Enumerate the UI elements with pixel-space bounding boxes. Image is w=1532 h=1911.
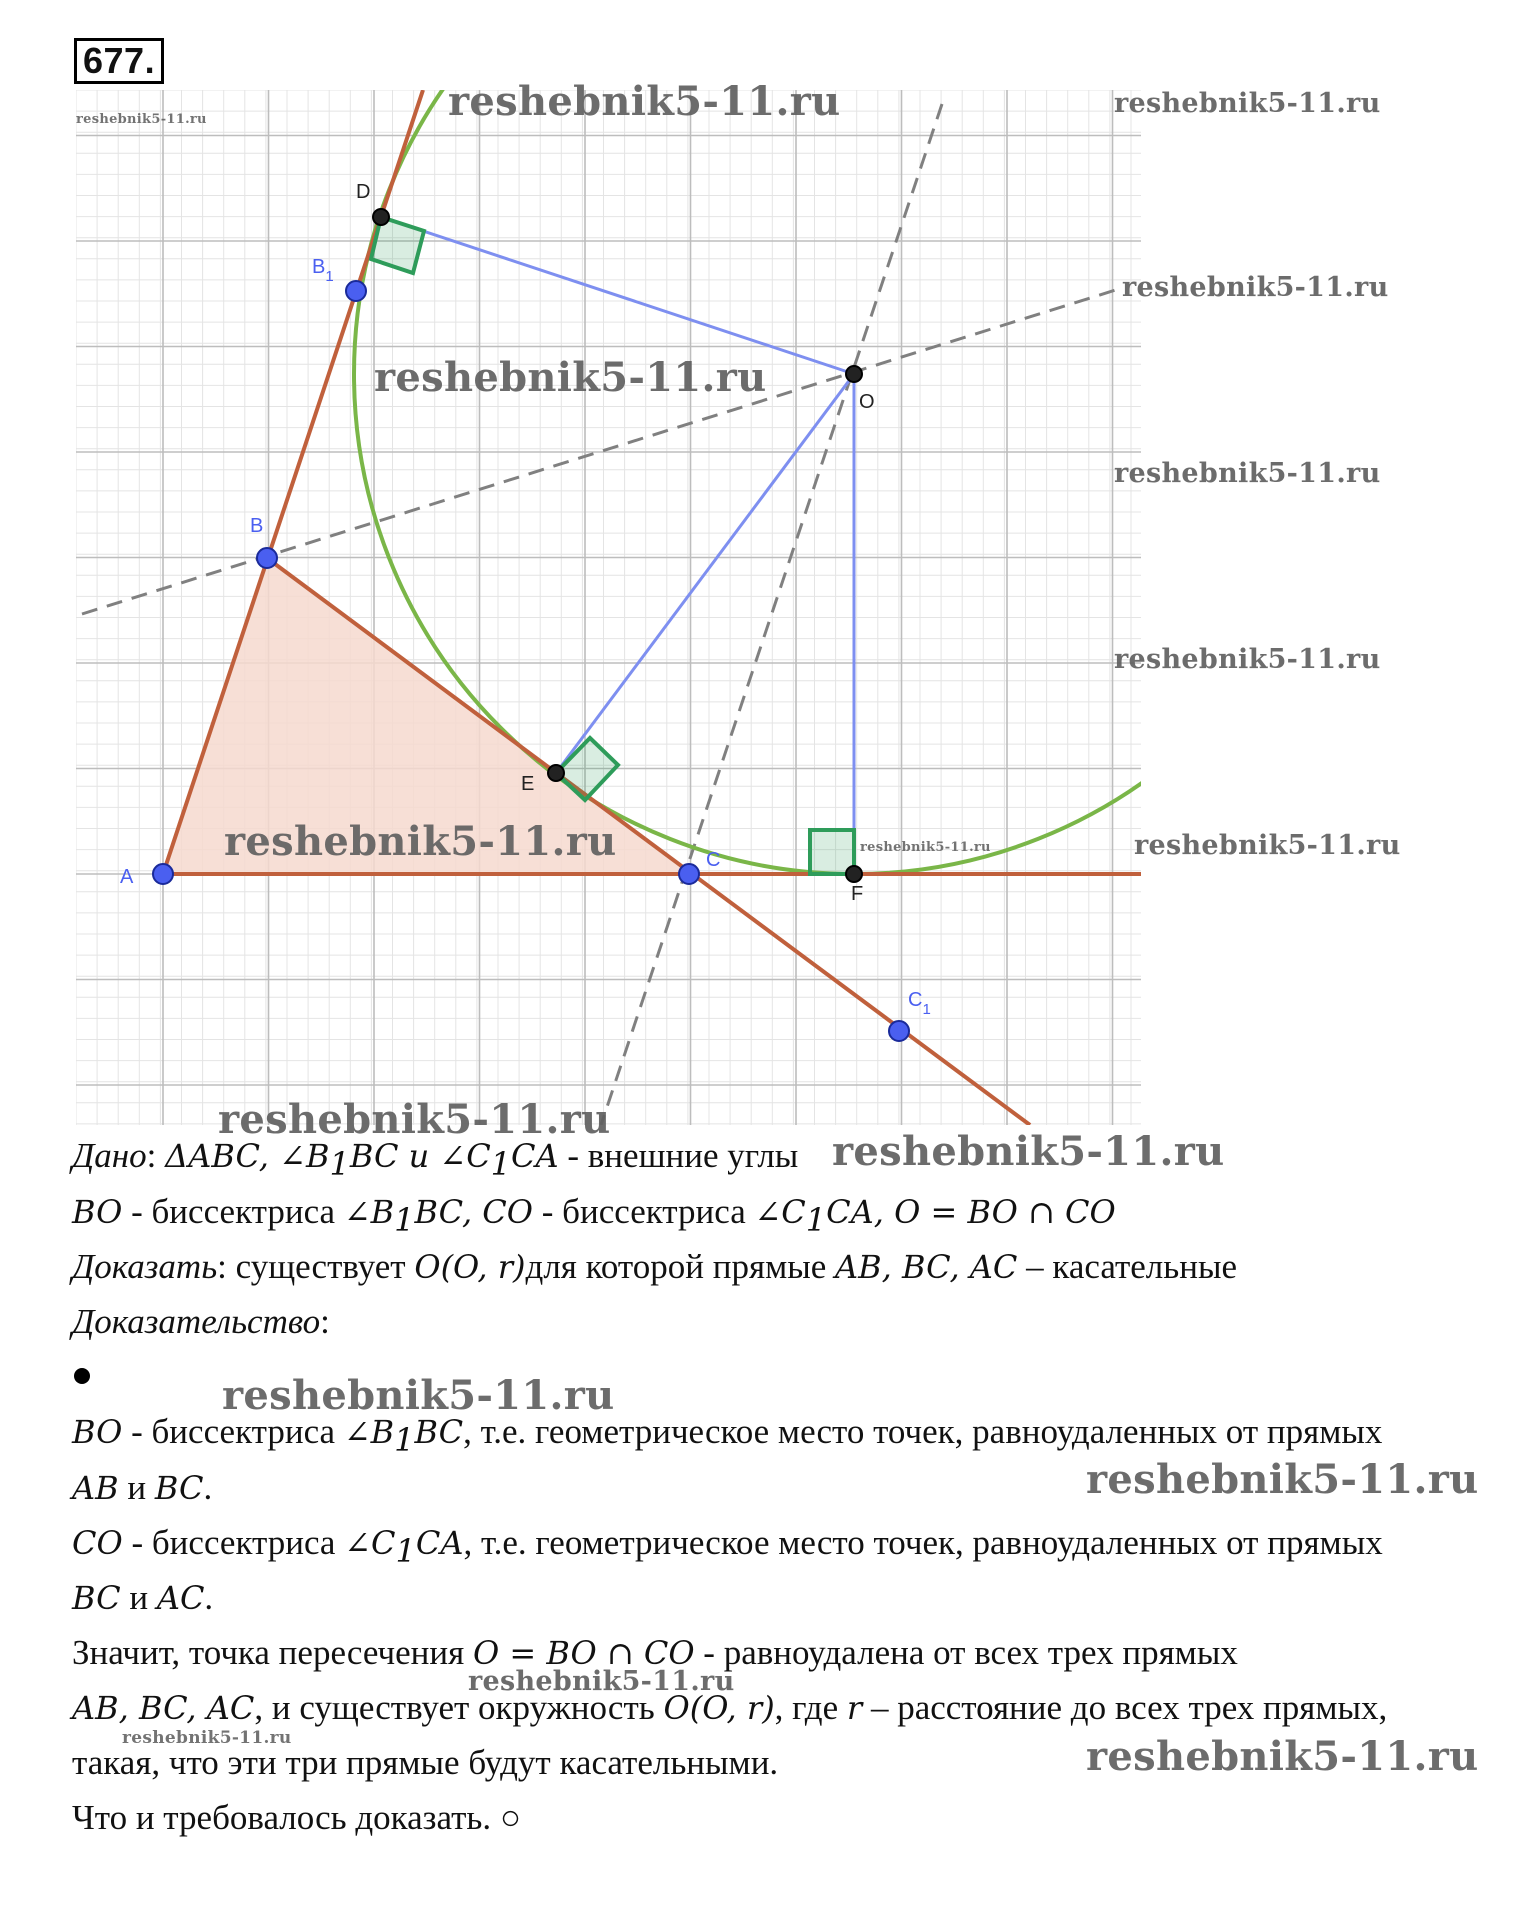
- math: AC: [156, 1579, 205, 1617]
- math-sub: 1: [394, 1201, 415, 1239]
- math: BC, CO: [414, 1193, 534, 1231]
- watermark: reshebnik5-11.ru: [860, 840, 991, 855]
- watermark: reshebnik5-11.ru: [1114, 88, 1381, 119]
- watermark: reshebnik5-11.ru: [468, 1666, 735, 1697]
- label-f: F: [851, 883, 864, 905]
- watermark: reshebnik5-11.ru: [222, 1372, 615, 1419]
- label-c: C: [706, 849, 721, 871]
- watermark: reshebnik5-11.ru: [122, 1728, 292, 1748]
- proof-paragraph-1: [72, 1412, 1382, 1459]
- math: AB: [72, 1469, 119, 1507]
- math: ∠C: [344, 1524, 396, 1562]
- math-sub: 1: [805, 1201, 827, 1239]
- text: – касательные: [1017, 1247, 1238, 1286]
- text: .: [203, 1468, 213, 1507]
- given-tail: - внешние углы: [558, 1136, 799, 1175]
- math: AB, BC, AC: [835, 1248, 1018, 1286]
- proof-paragraph-1-cont: [72, 1468, 212, 1508]
- text: .: [204, 1578, 214, 1617]
- label-e: E: [521, 773, 535, 795]
- proof-paragraph-3: [72, 1633, 1238, 1673]
- grid: [76, 90, 1141, 1125]
- given-math-2: BC и ∠C: [349, 1137, 491, 1175]
- math-bo: BO: [72, 1193, 123, 1231]
- label-b: B: [250, 515, 264, 537]
- math: BC: [154, 1469, 204, 1507]
- point-b: [257, 548, 277, 568]
- watermark: reshebnik5-11.ru: [1134, 830, 1401, 861]
- conclusion: [72, 1798, 521, 1838]
- watermark: reshebnik5-11.ru: [76, 112, 207, 127]
- text: Значит, точка пересечения: [72, 1633, 473, 1672]
- dashed-bisector-co: [601, 104, 942, 1125]
- text: - биссектриса: [533, 1192, 755, 1231]
- point-c: [679, 864, 699, 884]
- proof-paragraph-2-cont: [72, 1578, 213, 1618]
- point-d: [373, 209, 389, 225]
- math: BO: [72, 1413, 123, 1451]
- text: , и существует окружность: [254, 1688, 664, 1727]
- math-angle: ∠C: [754, 1193, 806, 1231]
- point-e: [548, 765, 564, 781]
- math: O(O, r): [414, 1248, 526, 1286]
- math-sub: 1: [395, 1532, 416, 1570]
- watermark: reshebnik5-11.ru: [224, 818, 617, 865]
- point-c1: [889, 1021, 909, 1041]
- prove-line: [72, 1247, 1237, 1287]
- text: и: [120, 1578, 157, 1617]
- math: O(O, r): [663, 1689, 775, 1727]
- math: BC: [414, 1413, 464, 1451]
- point-a: [153, 864, 173, 884]
- watermark: reshebnik5-11.ru: [1122, 272, 1389, 303]
- label-b1: $B_1$: [312, 256, 334, 285]
- proof-paragraph-3-cont: [72, 1688, 1387, 1728]
- watermark: reshebnik5-11.ru: [1086, 1733, 1479, 1780]
- text: - биссектриса: [122, 1192, 344, 1231]
- watermark: reshebnik5-11.ru: [1114, 458, 1381, 489]
- label-a: A: [120, 866, 134, 888]
- math: ∠B: [343, 1413, 395, 1451]
- given-line: Дано: ΔABC, $\angle B_1BC$ и $\angle C_1CA$ - внешние углы: [72, 1136, 799, 1183]
- segment-oe: [556, 374, 854, 773]
- watermark: reshebnik5-11.ru: [832, 1128, 1225, 1175]
- watermark: reshebnik5-11.ru: [218, 1096, 611, 1143]
- proof-paragraph-3-end: [72, 1743, 778, 1783]
- watermark: reshebnik5-11.ru: [374, 354, 767, 401]
- math: BC: [72, 1579, 121, 1617]
- math: r: [846, 1689, 863, 1727]
- proof-paragraph-2: [72, 1523, 1383, 1570]
- given-sub-2: 1: [490, 1145, 512, 1183]
- dashed-bisector-bo: [82, 288, 1122, 614]
- text: такая, что эти три прямые будут касательными.: [72, 1743, 779, 1782]
- right-angle-f: [810, 830, 854, 874]
- bisectors-line: [72, 1192, 1116, 1239]
- text: , где: [774, 1688, 847, 1727]
- given-label: Дано: [72, 1136, 147, 1175]
- math: CO: [72, 1524, 123, 1562]
- point-o: [846, 366, 862, 382]
- watermark: reshebnik5-11.ru: [1114, 644, 1381, 675]
- label-o: O: [859, 391, 875, 413]
- text: : существует: [217, 1247, 415, 1286]
- math: AB, BC, AC: [72, 1689, 255, 1727]
- label-c1: $C_1$: [908, 989, 931, 1018]
- point-f: [846, 866, 862, 882]
- proof-heading: Доказательство:: [72, 1302, 330, 1341]
- given-sub-1: 1: [329, 1145, 350, 1183]
- point-b1: [346, 281, 366, 301]
- math: O = BO ∩ CO: [472, 1634, 695, 1672]
- text: Что и требовалось доказать. ○: [72, 1798, 522, 1837]
- proof-label: Доказательство: [72, 1302, 321, 1341]
- math-angle: ∠B: [343, 1193, 395, 1231]
- text: для которой прямые: [525, 1247, 836, 1286]
- text: - биссектриса: [122, 1523, 345, 1562]
- prove-label: Доказать: [72, 1247, 218, 1286]
- given-math-1: ΔABC, ∠B: [165, 1137, 330, 1175]
- watermark: reshebnik5-11.ru: [448, 78, 841, 125]
- math: CA, O = BO ∩ CO: [826, 1193, 1116, 1231]
- text: - биссектриса: [122, 1412, 344, 1451]
- math: CA: [415, 1524, 464, 1562]
- math-sub: 1: [394, 1421, 415, 1459]
- text: , т.е. геометрическое место точек, равноудаленных от прямых: [463, 1412, 1383, 1451]
- label-d: D: [356, 181, 371, 203]
- watermark: reshebnik5-11.ru: [1086, 1456, 1479, 1503]
- problem-number: 677.: [74, 38, 164, 84]
- text: и: [118, 1468, 155, 1507]
- given-math-3: CA: [511, 1137, 559, 1175]
- text: - равноудалена от всех трех прямых: [694, 1633, 1238, 1672]
- bullet: [74, 1368, 90, 1384]
- text: , т.е. геометрическое место точек, равноудаленных от прямых: [463, 1523, 1383, 1562]
- text: – расстояние до всех трех прямых,: [862, 1688, 1388, 1727]
